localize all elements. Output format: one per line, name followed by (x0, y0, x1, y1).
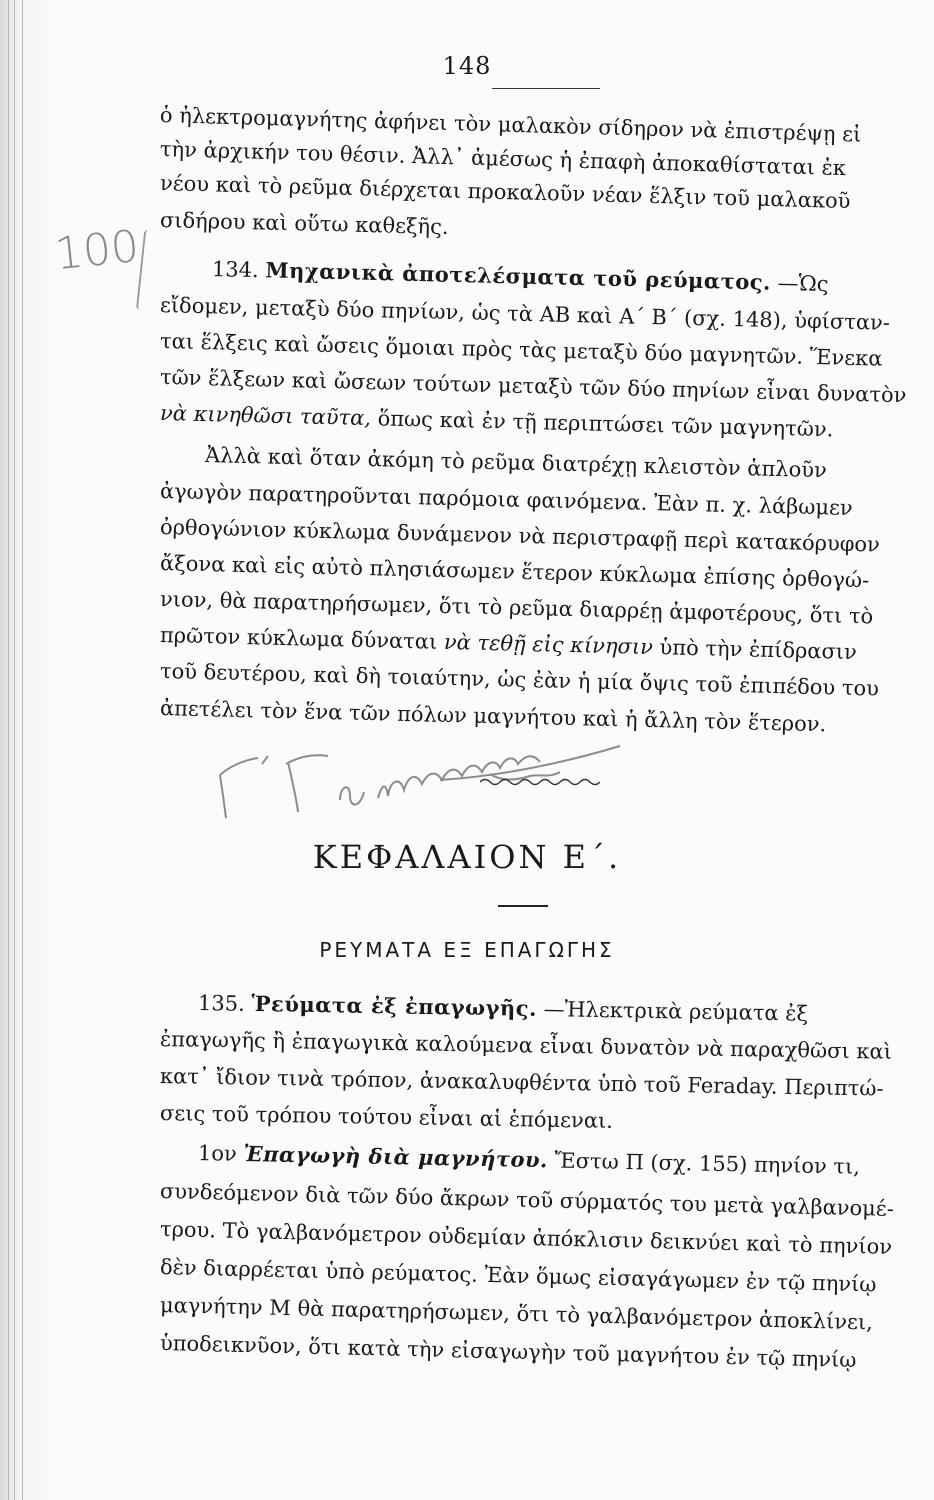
section-number: 134. (211, 257, 260, 283)
text-line: ὁ ἠλεκτρομαγνήτης ἀφήνει τὸν μαλακὸν σίδηρον νὰ ἐπιστρέψῃ εἰ (159, 103, 862, 147)
text-span: 1ον (197, 1141, 244, 1166)
text-line: τὴν ἀρχικήν του θέσιν. Ἀλλ᾽ ἀμέσως ἡ ἐπαφὴ ἀποκαθίσταται ἐκ (159, 137, 847, 181)
text-line: τοῦ δευτέρου, καὶ δὴ τοιαύτην, ὡς ἐὰν ἡ μία ὄψις τοῦ ἐπιπέδου του (159, 659, 880, 701)
text-line: νιον, θὰ παρατηρήσωμεν, ὅτι τὸ ρεῦμα διαρρέῃ ἀμφοτέρους, ὅτι τὸ (159, 587, 874, 629)
ornament-wavy-rule (480, 776, 600, 788)
text-line: τρου. Τὸ γαλβανόμετρον οὐδεμίαν ἀπόκλισιν δεικνύει καὶ τὸ πηνίον (159, 1217, 893, 1259)
text-line: συνδεόμενον διὰ τῶν δύο ἄκρων τοῦ σύρματός του μετὰ γαλβανομέ- (159, 1179, 895, 1221)
page-edge-line (14, 0, 15, 1500)
handwritten-signature (200, 720, 630, 830)
chapter-rule (498, 905, 548, 907)
page-edge-line (8, 0, 9, 1500)
text-line: τῶν ἕλξεων καὶ ὤσεων τούτων μεταξὺ τῶν δύο πηνίων εἶναι δυνατὸν (159, 365, 907, 408)
text-span: ὑπὸ τὴν ἐπίδρασιν (652, 635, 858, 665)
text-line: ἀγωγὸν παρατηροῦνται παρόμοια φαινόμενα. Ἐὰν π. χ. λάβωμεν (159, 479, 854, 520)
text-line (198, 1138, 930, 1183)
page-edge-shadow (0, 0, 60, 1500)
text-line: μαγνήτην Μ θὰ παρατηρήσωμεν, ὅτι τὸ γαλβανόμετρον ἀποκλίνει, (159, 1293, 874, 1335)
section-heading-tail: —Ὡς (777, 270, 829, 297)
page-number: 148 (442, 52, 492, 80)
text-span: Ἔστω Π (σχ. 155) πηνίον τι, (547, 1148, 861, 1179)
italic-phrase: νὰ κινηθῶσι ταῦτα, (159, 401, 372, 431)
section-number: 135. (197, 991, 245, 1016)
section-heading: Ῥεύματα ἐξ ἐπαγωγῆς. (251, 990, 538, 1021)
text-line: ὑποδεικνῦον, ὅτι κατὰ τὴν εἰσαγωγὴν τοῦ μαγνήτου ἐν τῷ πηνίῳ (159, 1331, 857, 1373)
page-edge-line (22, 0, 23, 1500)
section-heading: Μηχανικὰ ἀποτελέσματα τοῦ ρεύματος. (265, 257, 772, 295)
section-135-heading-line (198, 988, 930, 1031)
text-line: εἴδομεν, μεταξὺ δύο πηνίων, ὡς τὰ ΑΒ καὶ Α΄ Β΄ (σχ. 148), ὑφίσταν- (159, 293, 891, 335)
section-title: ΡΕΥΜΑΤΑ ΕΞ ΕΠΑΓΩΓΗΣ (319, 938, 615, 962)
text-line: ἄξονα καὶ εἰς αὐτὸ πλησιάσωμεν ἕτερον κύκλωμα ἐπίσης ὀρθογώ- (159, 551, 870, 593)
section-heading-tail: —Ἠλεκτρικὰ ρεύματα ἐξ (543, 997, 809, 1026)
margin-note: 100 (52, 220, 142, 281)
text-line: ὀρθογώνιον κύκλωμα δυνάμενον νὰ περιστραφῇ περὶ κατακόρυφον (159, 515, 881, 557)
header-rule (492, 88, 600, 89)
text-line: σιδήρου καὶ οὕτω καθεξῆς. (159, 208, 449, 240)
text-line: δὲν διαρρέεται ὑπὸ ρεύματος. Ἐὰν ὅμως εἰσαγάγωμεν ἐν τῷ πηνίῳ (159, 1255, 877, 1297)
text-line: κατ᾽ ἴδιον τινὰ τρόπον, ἀνακαλυφθέντα ὑπὸ τοῦ Feraday. Περιπτώ- (159, 1064, 884, 1101)
text-line: Ἀλλὰ καὶ ὅταν ἀκόμη τὸ ρεῦμα διατρέχῃ κλειστὸν ἁπλοῦν (204, 443, 828, 483)
text-line: ται ἕλξεις καὶ ὤσεις ὅμοιαι πρὸς τὰς μεταξὺ δύο μαγνητῶν. Ἕνεκα (159, 329, 883, 371)
text-span: ὅπως καὶ ἐν τῇ περιπτώσει τῶν μαγνητῶν. (370, 406, 834, 442)
text-line: σεις τοῦ τρόπου τούτου εἶναι αἱ ἑπόμεναι. (159, 1101, 614, 1133)
text-span: πρῶτον κύκλωμα δύναται (159, 623, 445, 654)
italic-phrase: νὰ τεθῇ εἰς κίνησιν (443, 629, 654, 660)
text-line: ἀπετέλει τὸν ἕνα τῶν πόλων μαγνήτου καὶ ἡ ἄλλη τὸν ἕτερον. (159, 696, 827, 737)
subsection-heading: Ἐπαγωγὴ διὰ μαγνήτου. (243, 1140, 549, 1173)
text-line: ἐπαγωγῆς ἢ ἐπαγωγικὰ καλούμενα εἶναι δυνατὸν νὰ παραχθῶσι καὶ (159, 1027, 893, 1064)
chapter-title: ΚΕΦΑΛΑΙΟΝ Ε΄. (312, 838, 622, 876)
text-line: νέου καὶ τὸ ρεῦμα διέρχεται προκαλοῦν νέαν ἕλξιν τοῦ μαλακοῦ (159, 171, 851, 214)
